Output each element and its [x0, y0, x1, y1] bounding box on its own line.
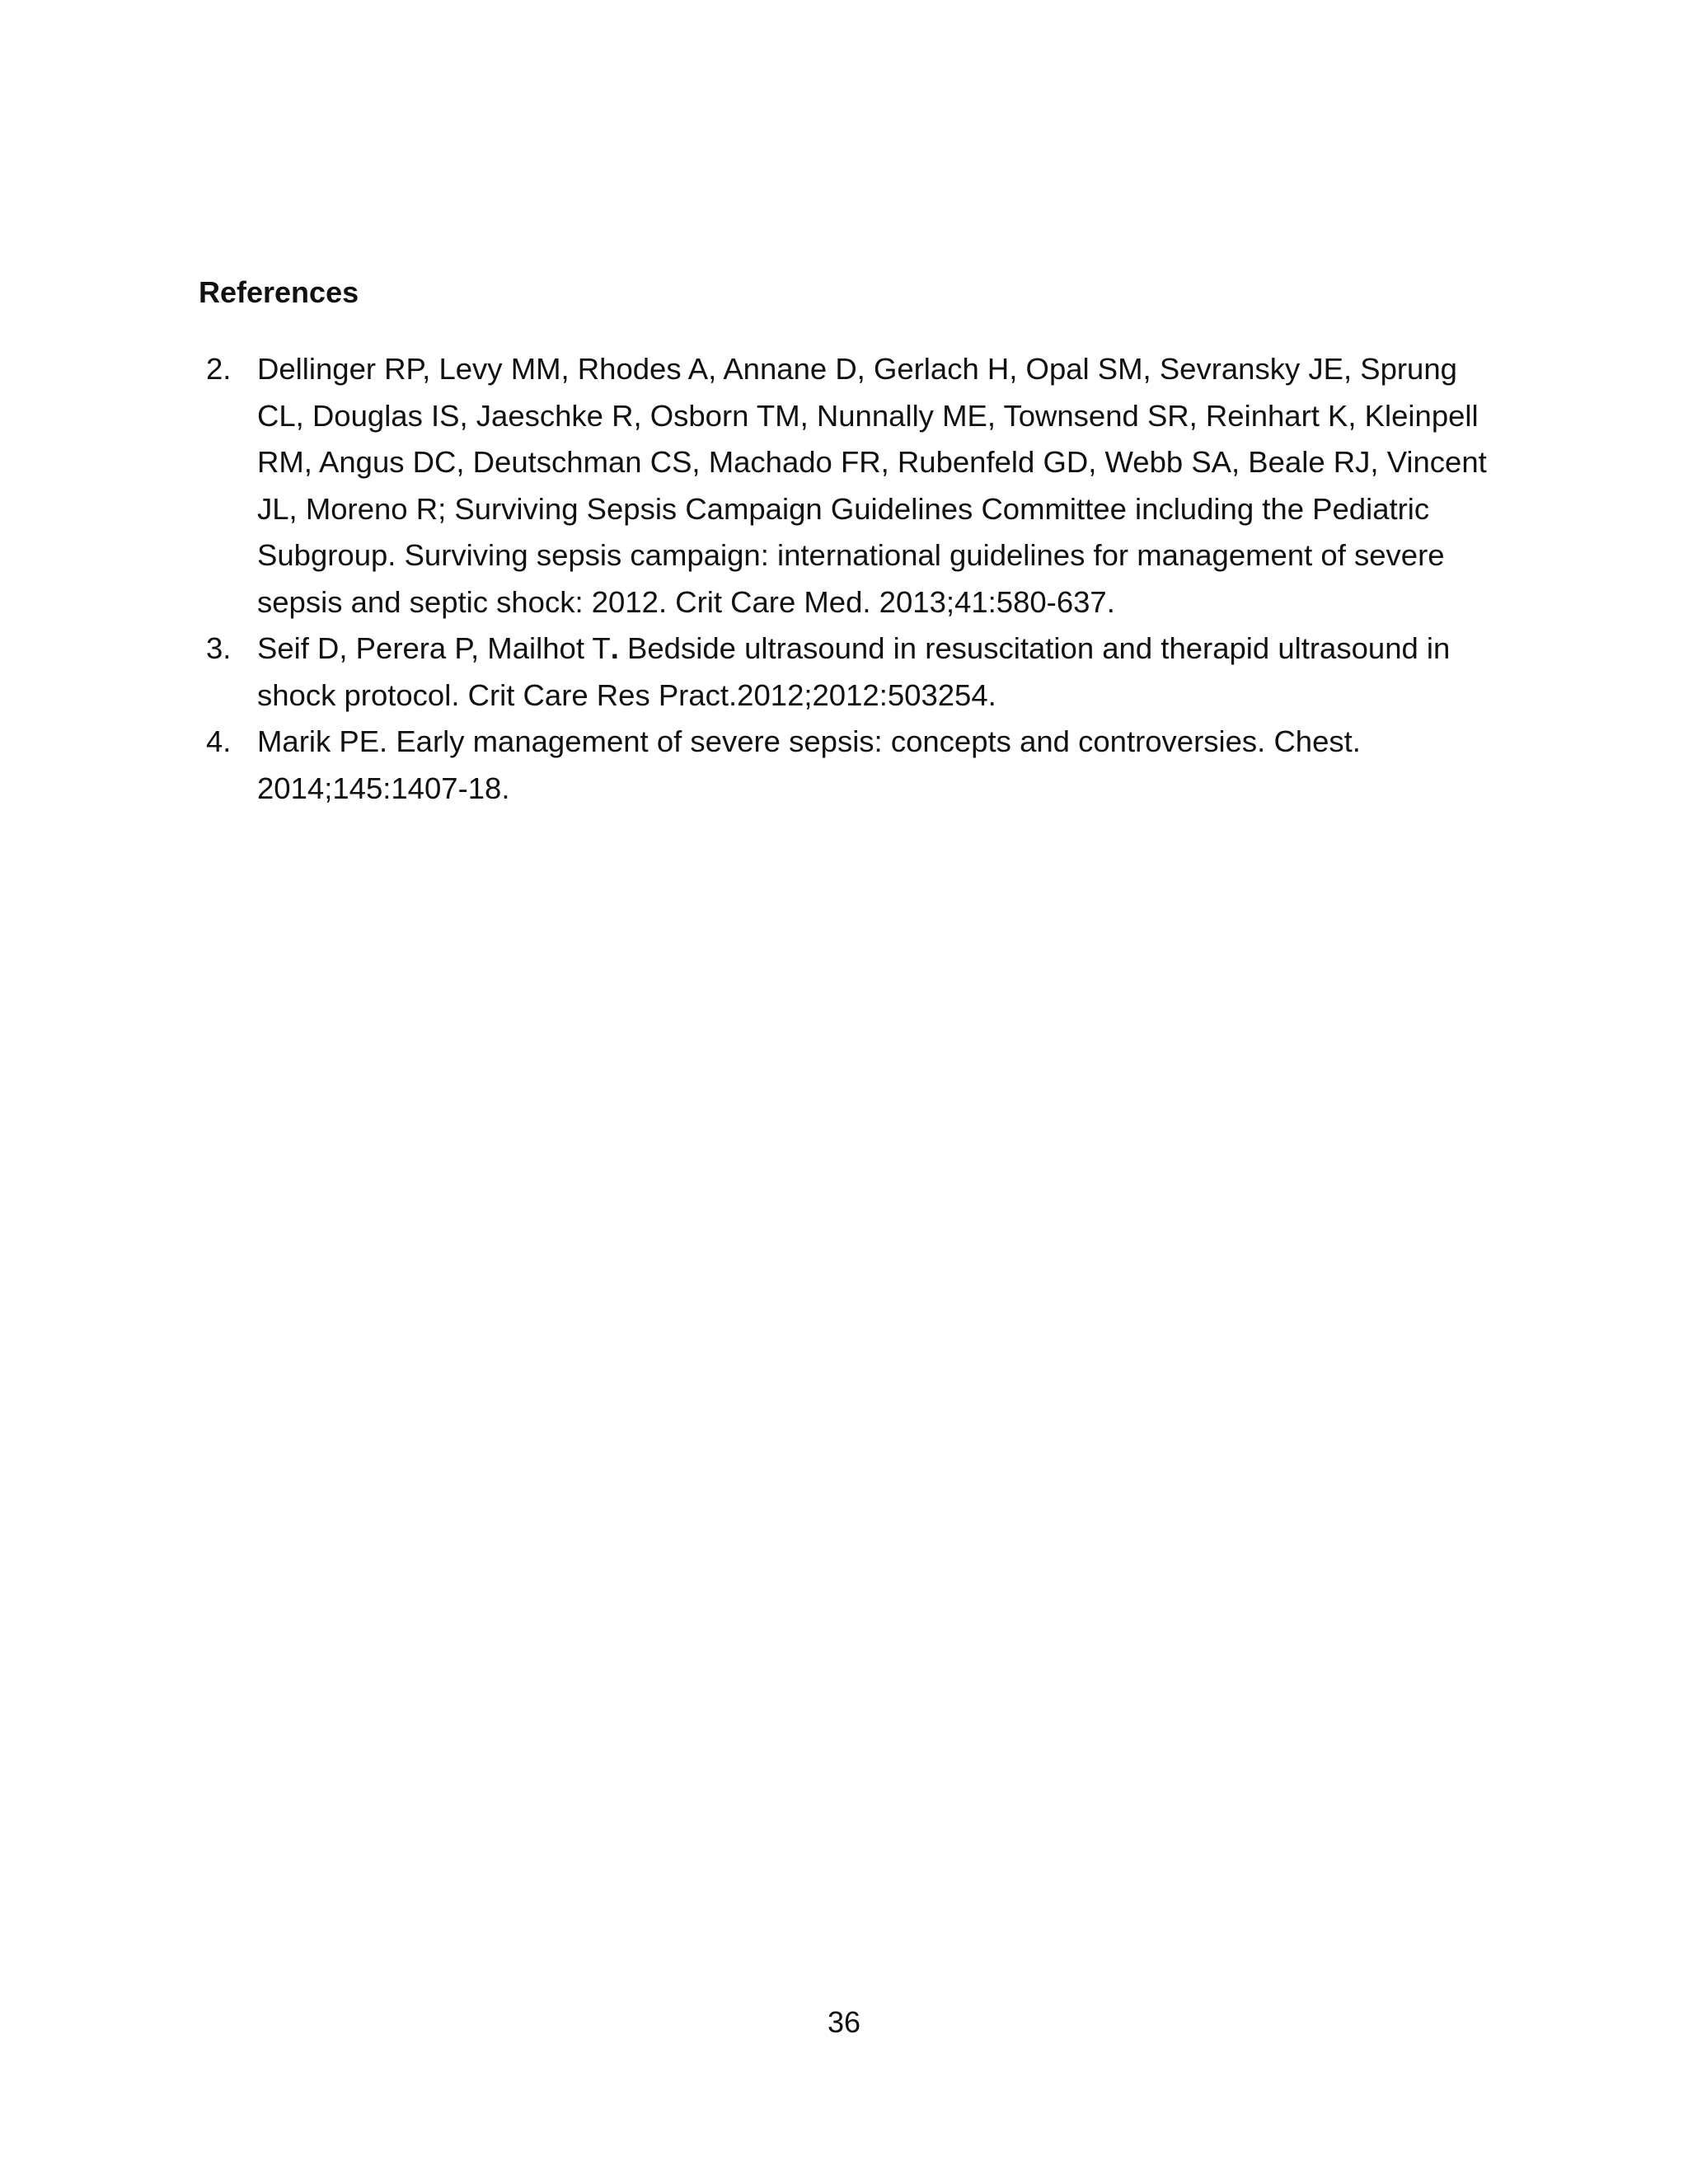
reference-number: 3.: [206, 631, 232, 665]
reference-text: [257, 626, 1501, 719]
reference-number: 4.: [206, 724, 232, 758]
reference-item: [199, 719, 1501, 812]
reference-text: Dellinger RP, Levy MM, Rhodes A, Annane D, Gerlach H, Opal SM, Sevransky JE, Sprung CL, Douglas IS, Jaeschke R, Osborn TM, Nunnally ME, Townsend SR, Reinhart K, Kleinpell RM, Angus DC, Deutschman CS, Machado FR, Rubenfeld GD, Webb SA, Beale RJ, Vincent JL, Moreno R; Surviving Sepsis Campaign Guidelines Committee including the Pediatric Subgroup. Surviving sepsis campaign: international guidelines for management of severe sepsis and septic shock: 2012. Crit Care Med. 2013;41:580-637.: [257, 352, 1487, 619]
reference-item: [199, 626, 1501, 719]
references-heading: References: [199, 275, 359, 309]
reference-number: 2.: [206, 352, 232, 386]
reference-list: [199, 346, 1501, 812]
reference-title-source: Bedside ultrasound in resuscitation and therapid ultrasound in shock protocol. Crit Care Res Pract.2012;2012:503254.: [257, 631, 1451, 712]
reference-authors: Seif D, Perera P, Mailhot T: [257, 631, 611, 665]
reference-text: Marik PE. Early management of severe sepsis: concepts and controversies. Chest. 2014;145:1407-18.: [257, 724, 1361, 805]
reference-bold-period: .: [610, 631, 619, 665]
page-number: 36: [827, 2005, 861, 2039]
reference-item: [199, 346, 1501, 626]
